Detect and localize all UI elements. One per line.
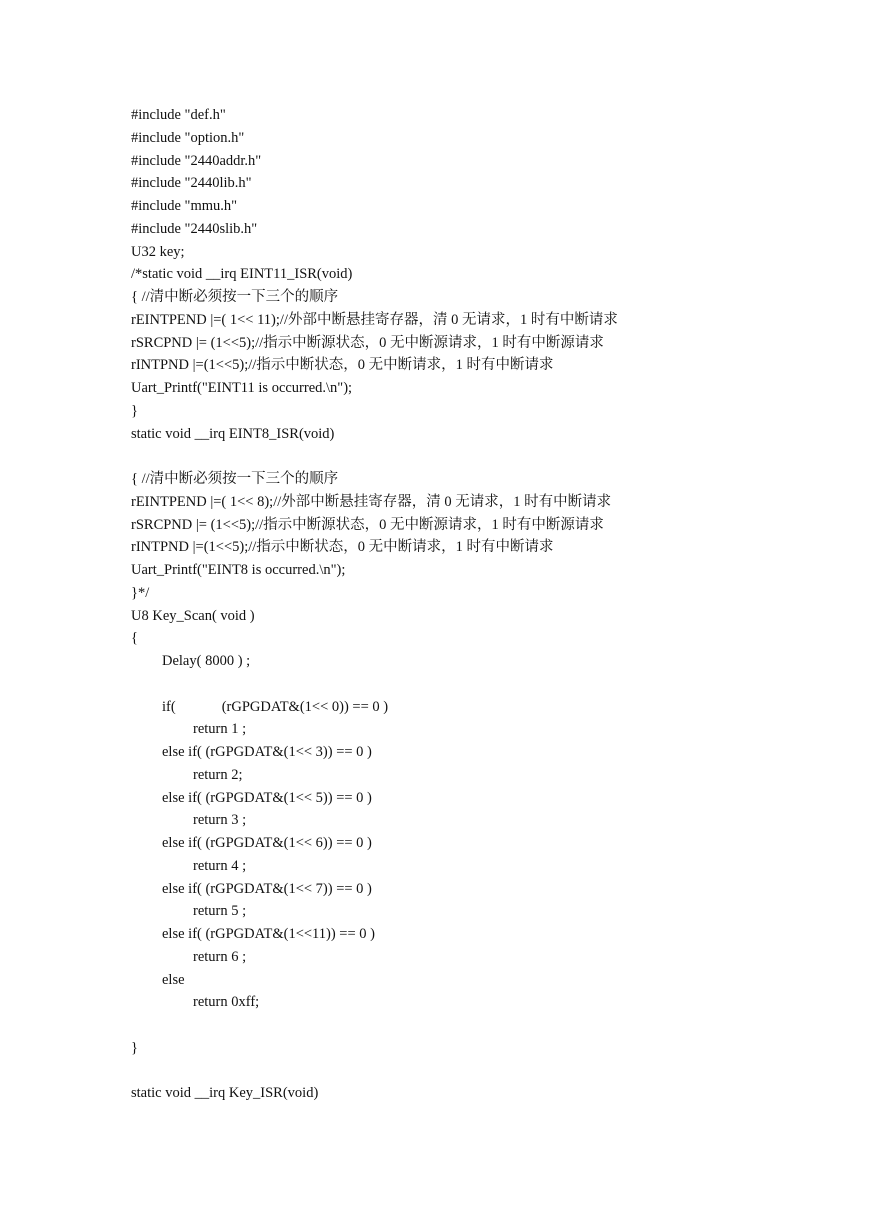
blank-line [131,673,831,696]
code-line: return 2; [193,766,243,783]
code-line: } [131,402,138,419]
code-line [131,696,831,719]
code-line: Delay( 8000 ) ; [162,653,251,669]
code-line: { [131,630,138,647]
code-line: }*/ [131,584,150,601]
blank-line [131,445,831,468]
code-line: else if( (rGPGDAT&(1<< 5)) == 0 ) [162,789,372,806]
code-line: rEINTPEND |=( 1<< 11);//外部中断悬挂寄存器，清 0 无请求，1 时有中断请求 [131,311,618,328]
code-token: (rGPGDAT&(1<< 0)) == 0 ) [221,698,389,715]
code-line: return 1 ; [193,721,247,738]
code-line: rSRCPND |= (1<<5);//指示中断源状态，0 无中断源请求，1 时有中断源请求 [131,334,604,351]
code-line: return 5 ; [193,903,247,920]
code-line: return 3 ; [193,812,247,829]
code-line: rINTPND |=(1<<5);//指示中断状态，0 无中断请求，1 时有中断请求 [131,539,554,556]
code-token: if( [162,698,176,715]
code-listing [131,104,831,1105]
code-line: else if( (rGPGDAT&(1<< 7)) == 0 ) [162,880,372,897]
code-line: return 0xff; [193,994,260,1011]
code-line: Uart_Printf("EINT8 is occurred.\n"); [131,562,346,578]
code-line: return 6 ; [193,948,247,965]
code-line: else if( (rGPGDAT&(1<<11)) == 0 ) [162,926,375,942]
code-line: { //清中断必须按一下三个的顺序 [131,289,339,305]
code-line: return 4 ; [193,857,247,874]
code-line: /*static void __irq EINT11_ISR(void) [131,266,353,283]
code-line: } [131,1039,138,1056]
code-line: U32 key; [131,243,185,260]
blank-line [131,1060,831,1083]
code-line: rEINTPEND |=( 1<< 8);//外部中断悬挂寄存器，清 0 无请求，1 时有中断请求 [131,493,612,510]
code-line: { //清中断必须按一下三个的顺序 [131,471,339,487]
code-line: static void __irq EINT8_ISR(void) [131,425,335,442]
code-line: #include "mmu.h" [131,198,238,214]
code-line: else [162,971,185,988]
code-line: else if( (rGPGDAT&(1<< 3)) == 0 ) [162,744,372,760]
code-line: #include "2440addr.h" [131,152,262,169]
code-line: #include "def.h" [131,107,226,123]
code-line: else if( (rGPGDAT&(1<< 6)) == 0 ) [162,835,372,851]
code-line: #include "option.h" [131,129,245,146]
code-line: Uart_Printf("EINT11 is occurred.\n"); [131,380,353,396]
blank-line [131,1014,831,1037]
code-line: #include "2440lib.h" [131,175,252,192]
code-line: #include "2440slib.h" [131,220,258,237]
code-line: rINTPND |=(1<<5);//指示中断状态，0 无中断请求，1 时有中断请求 [131,357,554,374]
code-line: U8 Key_Scan( void ) [131,607,255,624]
code-line: static void __irq Key_ISR(void) [131,1085,319,1102]
code-line: rSRCPND |= (1<<5);//指示中断源状态，0 无中断源请求，1 时有中断源请求 [131,516,604,533]
